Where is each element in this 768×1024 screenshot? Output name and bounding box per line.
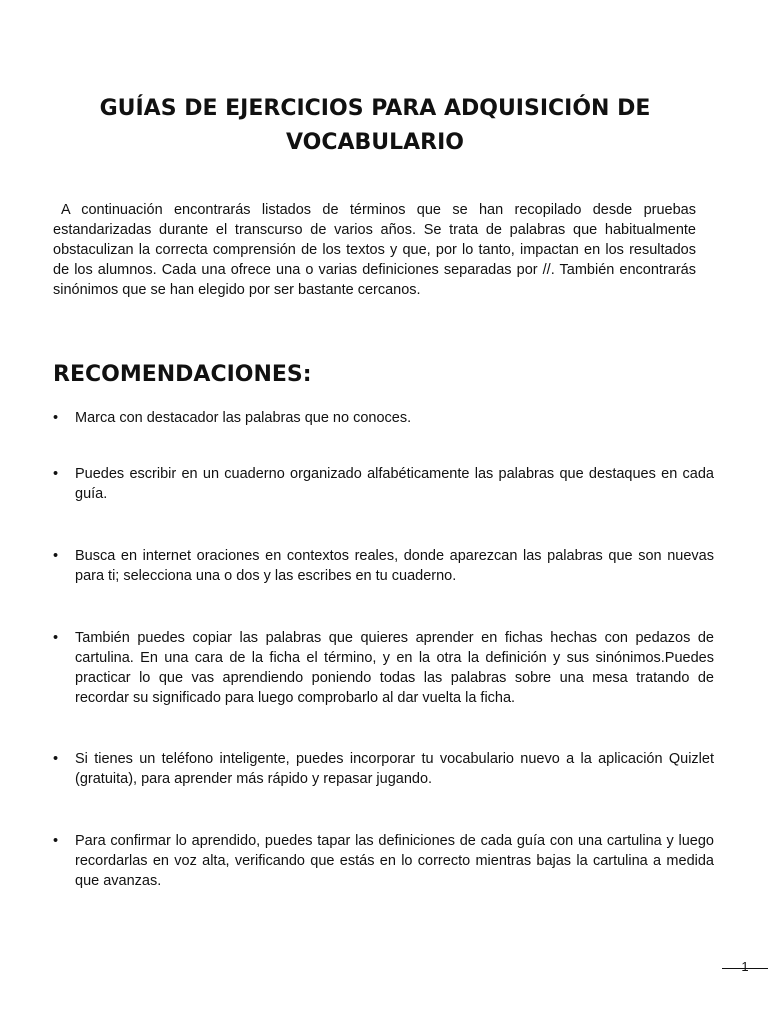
bullet-icon: •	[53, 410, 59, 426]
document-title: GUÍAS DE EJERCICIOS PARA ADQUISICIÓN DE VOCABULARIO	[99, 96, 651, 155]
bullet-icon: •	[53, 466, 59, 482]
bullet-icon: •	[53, 548, 59, 564]
recommendation-item	[53, 464, 714, 504]
bullet-icon: •	[53, 630, 59, 646]
recommendation-text: Puedes escribir en un cuaderno organizado alfabéticamente las palabras que destaques en cada guía.	[75, 466, 714, 502]
recommendation-item	[53, 628, 714, 708]
recommendation-item	[53, 408, 714, 428]
recommendations-heading: RECOMENDACIONES:	[53, 362, 312, 387]
recommendation-text: Para confirmar lo aprendido, puedes tapar las definiciones de cada guía con una cartulina y luego recordarlas en voz alta, verificando que estás en lo correcto mientras bajas la cartulina a medida que avanzas.	[75, 833, 714, 889]
recommendation-item	[53, 749, 714, 789]
bullet-icon: •	[53, 833, 59, 849]
page-number: 1	[741, 959, 749, 974]
recommendation-item	[53, 546, 714, 586]
recommendation-text: Si tienes un teléfono inteligente, puedes incorporar tu vocabulario nuevo a la aplicación Quizlet (gratuita), para aprender más rápido y repasar jugando.	[75, 751, 714, 787]
bullet-icon: •	[53, 751, 59, 767]
recommendation-item	[53, 831, 714, 891]
recommendation-text: Marca con destacador las palabras que no conoces.	[75, 410, 412, 426]
recommendation-text: Busca en internet oraciones en contextos reales, donde aparezcan las palabras que son nuevas para ti; selecciona una o dos y las escribes en tu cuaderno.	[75, 548, 714, 584]
recommendation-text: También puedes copiar las palabras que quieres aprender en fichas hechas con pedazos de cartulina. En una cara de la ficha el término, y en la otra la definición y sus sinónimos.Puedes practicar lo que vas aprendiendo poniendo todas las palabras sobre una mesa tratando de recordar su significado para luego comprobarlo al dar vuelta la ficha.	[75, 630, 714, 706]
intro-paragraph: A continuación encontrarás listados de términos que se han recopilado desde pruebas estandarizadas durante el transcurso de varios años. Se trata de palabras que habitualmente obstaculizan la correcta comprensión de los textos y que, por lo tanto, impactan en los resultados de los alumnos. Cada una ofrece una o varias definiciones separadas por //. También encontrarás sinónimos que se han elegido por ser bastante cercanos.	[53, 202, 696, 298]
